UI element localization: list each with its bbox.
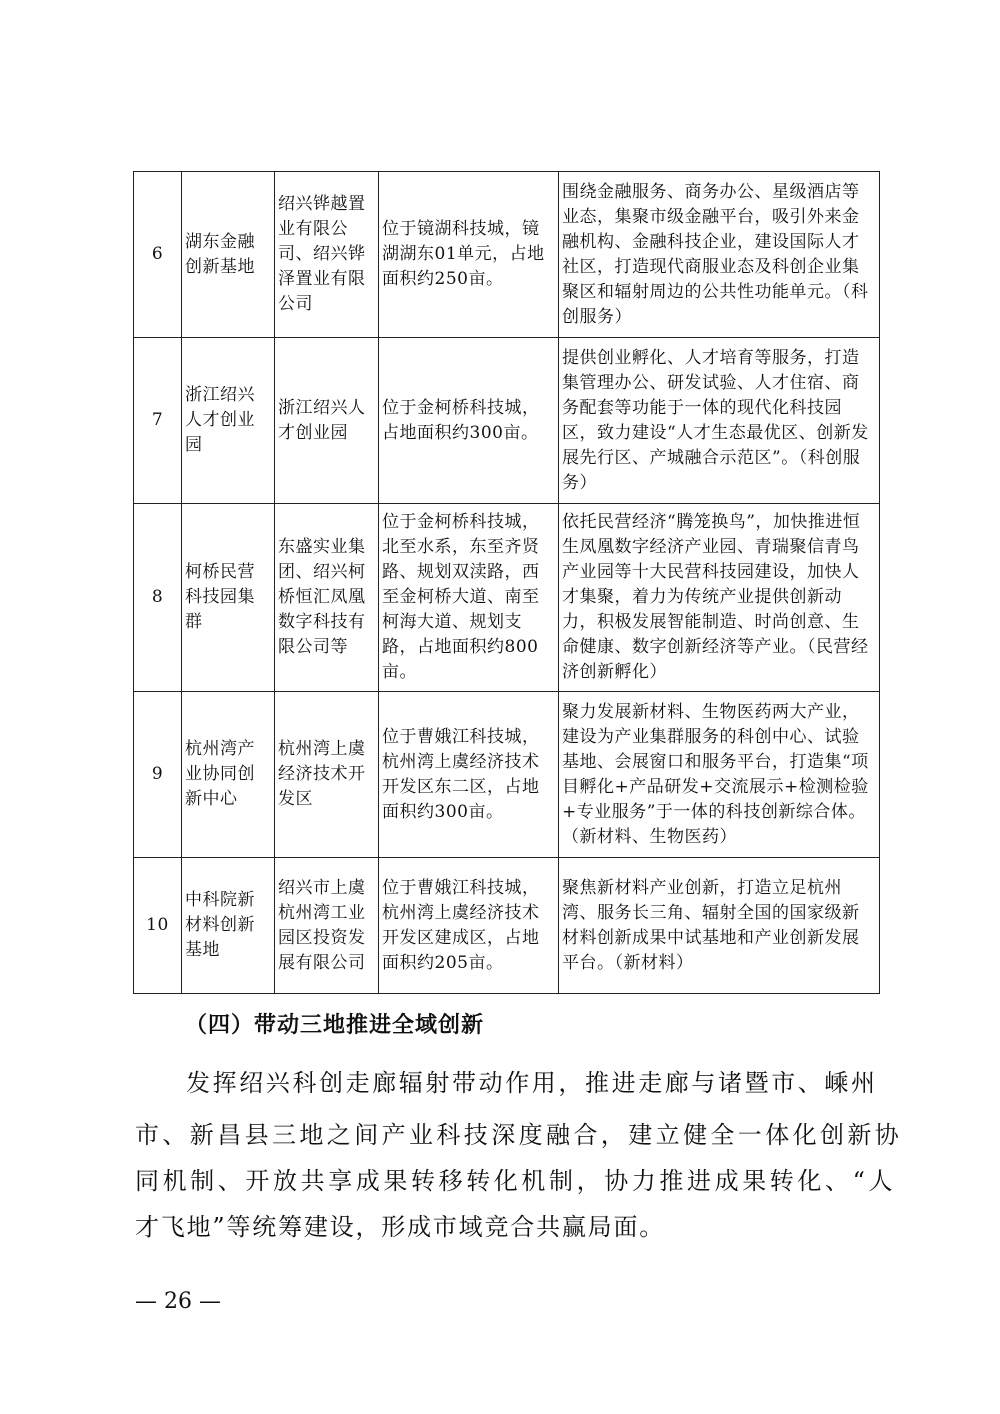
row-number: 9	[134, 692, 182, 858]
platform-name: 中科院新材料创新基地	[182, 858, 275, 994]
description-cell: 依托民营经济“腾笼换鸟”，加快推进恒生凤凰数字经济产业园、青瑞聚信青鸟产业园等十大民营科技园建设，加快人才集聚，着力为传统产业提供创新动力，积极发展智能制造、时尚创意、生命健康、数字创新经济等产业。（民营经济创新孵化）	[559, 504, 880, 692]
operating-company: 浙江绍兴人才创业园	[275, 338, 379, 504]
operating-company: 杭州湾上虞经济技术开发区	[275, 692, 379, 858]
description-cell: 聚焦新材料产业创新，打造立足杭州湾、服务长三角、辐射全国的国家级新材料创新成果中试基地和产业创新发展平台。（新材料）	[559, 858, 880, 994]
table-row	[134, 172, 880, 338]
platform-name: 湖东金融创新基地	[182, 172, 275, 338]
platform-name: 杭州湾产业协同创新中心	[182, 692, 275, 858]
location-cell: 位于金柯桥科技城，北至水系，东至齐贤路、规划双渎路，西至金柯桥大道、南至柯海大道、规划支路，占地面积约800亩。	[379, 504, 559, 692]
description-cell: 提供创业孵化、人才培育等服务，打造集管理办公、研发试验、人才住宿、商务配套等功能于一体的现代化科技园区，致力建设“人才生态最优区、创新发展先行区、产城融合示范区”。（科创服务）	[559, 338, 880, 504]
description-cell: 聚力发展新材料、生物医药两大产业，建设为产业集群服务的科创中心、试验基地、会展窗口和服务平台，打造集“项目孵化+产品研发+交流展示+检测检验+专业服务”于一体的科技创新综合体。（新材料、生物医药）	[559, 692, 880, 858]
body-paragraph-line: 同机制、开放共享成果转移转化机制，协力推进成果转化、“人	[135, 1167, 897, 1195]
row-number: 7	[134, 338, 182, 504]
row-number: 8	[134, 504, 182, 692]
table-row	[134, 338, 880, 504]
platform-name: 柯桥民营科技园集群	[182, 504, 275, 692]
body-paragraph-line: 才飞地”等统筹建设，形成市域竞合共赢局面。	[135, 1213, 666, 1241]
platform-name: 浙江绍兴人才创业园	[182, 338, 275, 504]
row-number: 10	[134, 858, 182, 994]
operating-company: 东盛实业集团、绍兴柯桥恒汇凤凰数字科技有限公司等	[275, 504, 379, 692]
table-row	[134, 504, 880, 692]
location-cell: 位于金柯桥科技城，占地面积约300亩。	[379, 338, 559, 504]
row-number: 6	[134, 172, 182, 338]
page-number: — 26 —	[135, 1289, 221, 1314]
location-cell: 位于曹娥江科技城，杭州湾上虞经济技术开发区东二区，占地面积约300亩。	[379, 692, 559, 858]
section-heading: （四）带动三地推进全域创新	[185, 1012, 485, 1038]
platform-table	[133, 171, 880, 994]
location-cell: 位于镜湖科技城，镜湖湖东01单元，占地面积约250亩。	[379, 172, 559, 338]
location-cell: 位于曹娥江科技城，杭州湾上虞经济技术开发区建成区，占地面积约205亩。	[379, 858, 559, 994]
body-paragraph-line: 发挥绍兴科创走廊辐射带动作用，推进走廊与诸暨市、嵊州	[186, 1069, 878, 1097]
body-paragraph-line: 市、新昌县三地之间产业科技深度融合，建立健全一体化创新协	[135, 1121, 903, 1149]
description-cell: 围绕金融服务、商务办公、星级酒店等业态，集聚市级金融平台，吸引外来金融机构、金融科技企业，建设国际人才社区，打造现代商服业态及科创企业集聚区和辐射周边的公共性功能单元。（科创服务）	[559, 172, 880, 338]
table-row	[134, 692, 880, 858]
operating-company: 绍兴市上虞杭州湾工业园区投资发展有限公司	[275, 858, 379, 994]
table-row	[134, 858, 880, 994]
operating-company: 绍兴铧越置业有限公司、绍兴铧泽置业有限公司	[275, 172, 379, 338]
